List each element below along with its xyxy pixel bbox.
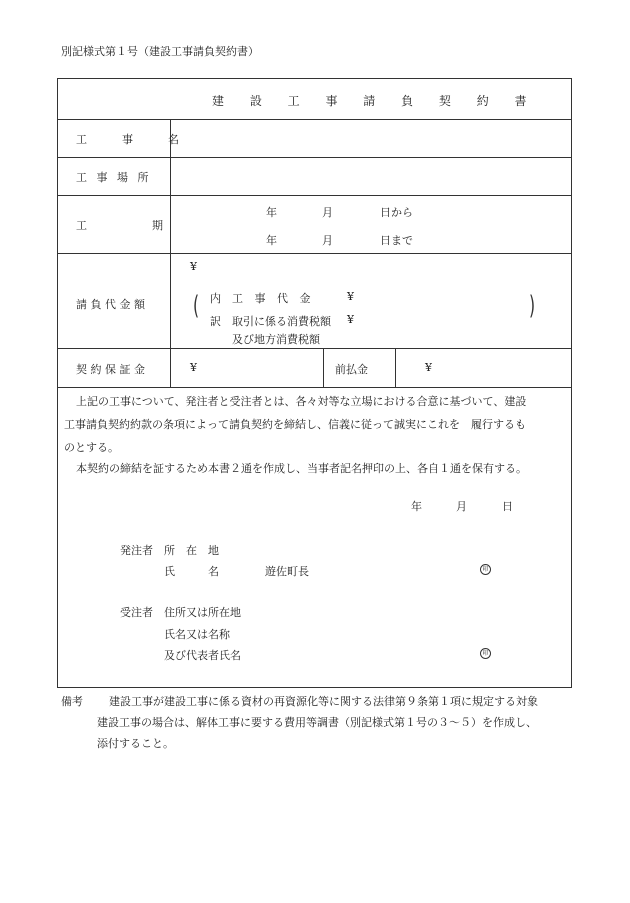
body-paragraph1-line3: のとする。 xyxy=(64,441,119,454)
period-from-year: 年 xyxy=(266,206,277,219)
contractor-rep-label: 及び代表者氏名 xyxy=(164,649,241,662)
period-from-month: 月 xyxy=(322,206,333,219)
left-bracket-icon: ( xyxy=(193,291,200,321)
tax-label: 取引に係る消費税額 xyxy=(232,315,331,328)
period-to-day: 日まで xyxy=(380,234,413,247)
label-work-period: 工 期 xyxy=(76,219,171,232)
remarks-line3: 添付すること。 xyxy=(97,737,174,750)
tax-yen: ¥ xyxy=(347,313,354,326)
orderer-name-value: 遊佐町長 xyxy=(265,565,309,578)
body-paragraph1-line1: 上記の工事について、発注者と受注者とは、各々対等な立場における合意に基づいて、建設 xyxy=(76,395,527,408)
divider xyxy=(395,348,396,387)
form-number: 別記様式第１号（建設工事請負契約書） xyxy=(61,45,259,58)
date-year: 年 xyxy=(411,500,422,513)
remarks-line1: 建設工事が建設工事に係る資材の再資源化等に関する法律第９条第１項に規定する対象 xyxy=(109,695,538,708)
divider xyxy=(58,119,571,120)
remarks-label: 備考 xyxy=(61,695,83,708)
advance-label: 前払金 xyxy=(335,363,368,376)
date-day: 日 xyxy=(502,500,513,513)
divider xyxy=(170,119,171,387)
construction-cost-yen: ¥ xyxy=(347,290,354,303)
contract-title: 建 設 工 事 請 負 契 約 書 xyxy=(212,94,538,108)
amount-yen-symbol: ¥ xyxy=(190,260,197,273)
construction-cost-label: 工 事 代 金 xyxy=(232,292,315,305)
label-contract-amount: 請 負 代 金 額 xyxy=(76,298,145,311)
orderer-role: 発注者 xyxy=(120,544,153,557)
orderer-seal-icon: 印 xyxy=(480,564,491,575)
remarks-line2: 建設工事の場合は、解体工事に要する費用等調書（別記様式第１号の３～５）を作成し、 xyxy=(97,716,537,729)
contractor-seal-icon: 印 xyxy=(480,648,491,659)
breakdown-top-label: 内 xyxy=(210,292,221,305)
orderer-address-label: 所 在 地 xyxy=(164,544,219,557)
contractor-address-label: 住所又は所在地 xyxy=(164,606,241,619)
right-bracket-icon: ) xyxy=(529,291,536,321)
period-from-day: 日から xyxy=(380,206,413,219)
local-tax-label: 及び地方消費税額 xyxy=(232,333,320,346)
contractor-name-label: 氏名又は名称 xyxy=(164,628,230,641)
period-to-month: 月 xyxy=(322,234,333,247)
label-work-site: 工 事 場 所 xyxy=(76,171,152,184)
divider xyxy=(58,195,571,196)
date-month: 月 xyxy=(456,500,467,513)
divider xyxy=(58,157,571,158)
label-contract-deposit: 契 約 保 証 金 xyxy=(76,363,145,376)
orderer-name-label: 氏 名 xyxy=(164,565,219,578)
divider xyxy=(58,253,571,254)
label-work-name: 工 事 名 xyxy=(76,133,191,146)
body-paragraph1-line2: 工事請負契約約款の条項によって請負契約を締結し、信義に従って誠実にこれを 履行するも xyxy=(64,418,526,431)
body-paragraph2: 本契約の締結を証するため本書２通を作成し、当事者記名押印の上、各自１通を保有する。 xyxy=(76,462,527,475)
period-to-year: 年 xyxy=(266,234,277,247)
breakdown-bottom-label: 訳 xyxy=(210,315,221,328)
divider xyxy=(58,387,571,388)
divider xyxy=(58,348,571,349)
divider xyxy=(323,348,324,387)
contractor-role: 受注者 xyxy=(120,606,153,619)
deposit-yen-symbol: ¥ xyxy=(190,361,197,374)
advance-yen-symbol: ¥ xyxy=(425,361,432,374)
